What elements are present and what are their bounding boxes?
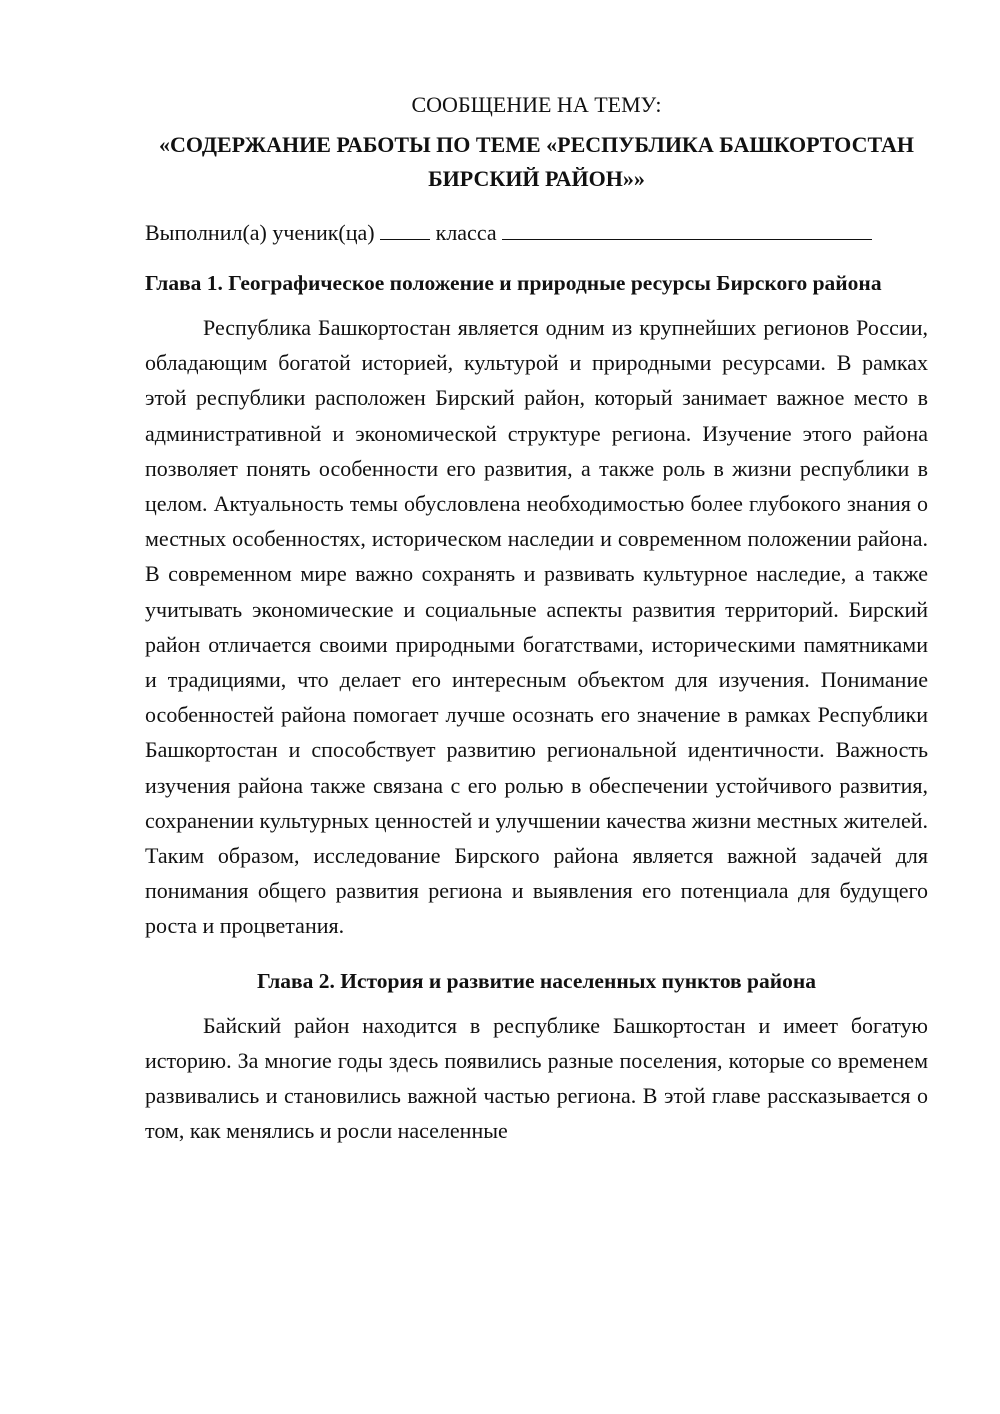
class-number-blank xyxy=(380,221,430,240)
student-name-blank xyxy=(502,221,872,240)
chapter-1-heading: Глава 1. Географическое положение и природные ресурсы Бирского района xyxy=(145,271,882,295)
document-header-line: СООБЩЕНИЕ НА ТЕМУ: xyxy=(411,92,662,117)
document-page xyxy=(145,88,928,1148)
author-class-word: класса xyxy=(435,220,497,245)
document-title: «СОДЕРЖАНИЕ РАБОТЫ ПО ТЕМЕ «РЕСПУБЛИКА БАШКОРТОСТАН БИРСКИЙ РАЙОН»» xyxy=(158,132,915,191)
chapter-2-paragraph: Байский район находится в республике Башкортостан и имеет богатую историю. За многие годы здесь появились разные поселения, которые со временем развивались и становились важной частью региона. В этой главе рассказывается о том, как менялись и росли населенные xyxy=(145,1012,928,1144)
author-line xyxy=(145,218,928,248)
chapter-1-paragraph: Республика Башкортостан является одним из крупнейших регионов России, обладающим богатой историей, культурой и природными ресурсами. В рамках этой республики расположен Бирский район, который занимает важное место в административной и экономической структуре региона. Изучение этого района позволяет понять особенности его развития, а также роль в жизни республики в целом. Актуальность темы обусловлена необходимостью более глубокого знания о местных особенностях, историческом наследии и современном положении района. В современном мире важно сохранять и развивать культурное наследие, а также учитывать экономические и социальные аспекты развития территорий. Бирский район отличается своими природными богатствами, историческими памятниками и традициями, что делает его интересным объектом для изучения. Понимание особенностей района помогает лучше осознать его значение в рамках Республики Башкортостан и способствует развитию региональной идентичности. Важность изучения района также связана с его ролью в обеспечении устойчивого развития, сохранении культурных ценностей и улучшении качества жизни местных жителей. Таким образом, исследование Бирского района является важной задачей для понимания общего развития региона и выявления его потенциала для будущего роста и процветания. xyxy=(145,315,928,939)
chapter-2-heading: Глава 2. История и развитие населенных пунктов района xyxy=(256,968,817,993)
author-prefix: Выполнил(а) ученик(ца) xyxy=(145,220,375,245)
